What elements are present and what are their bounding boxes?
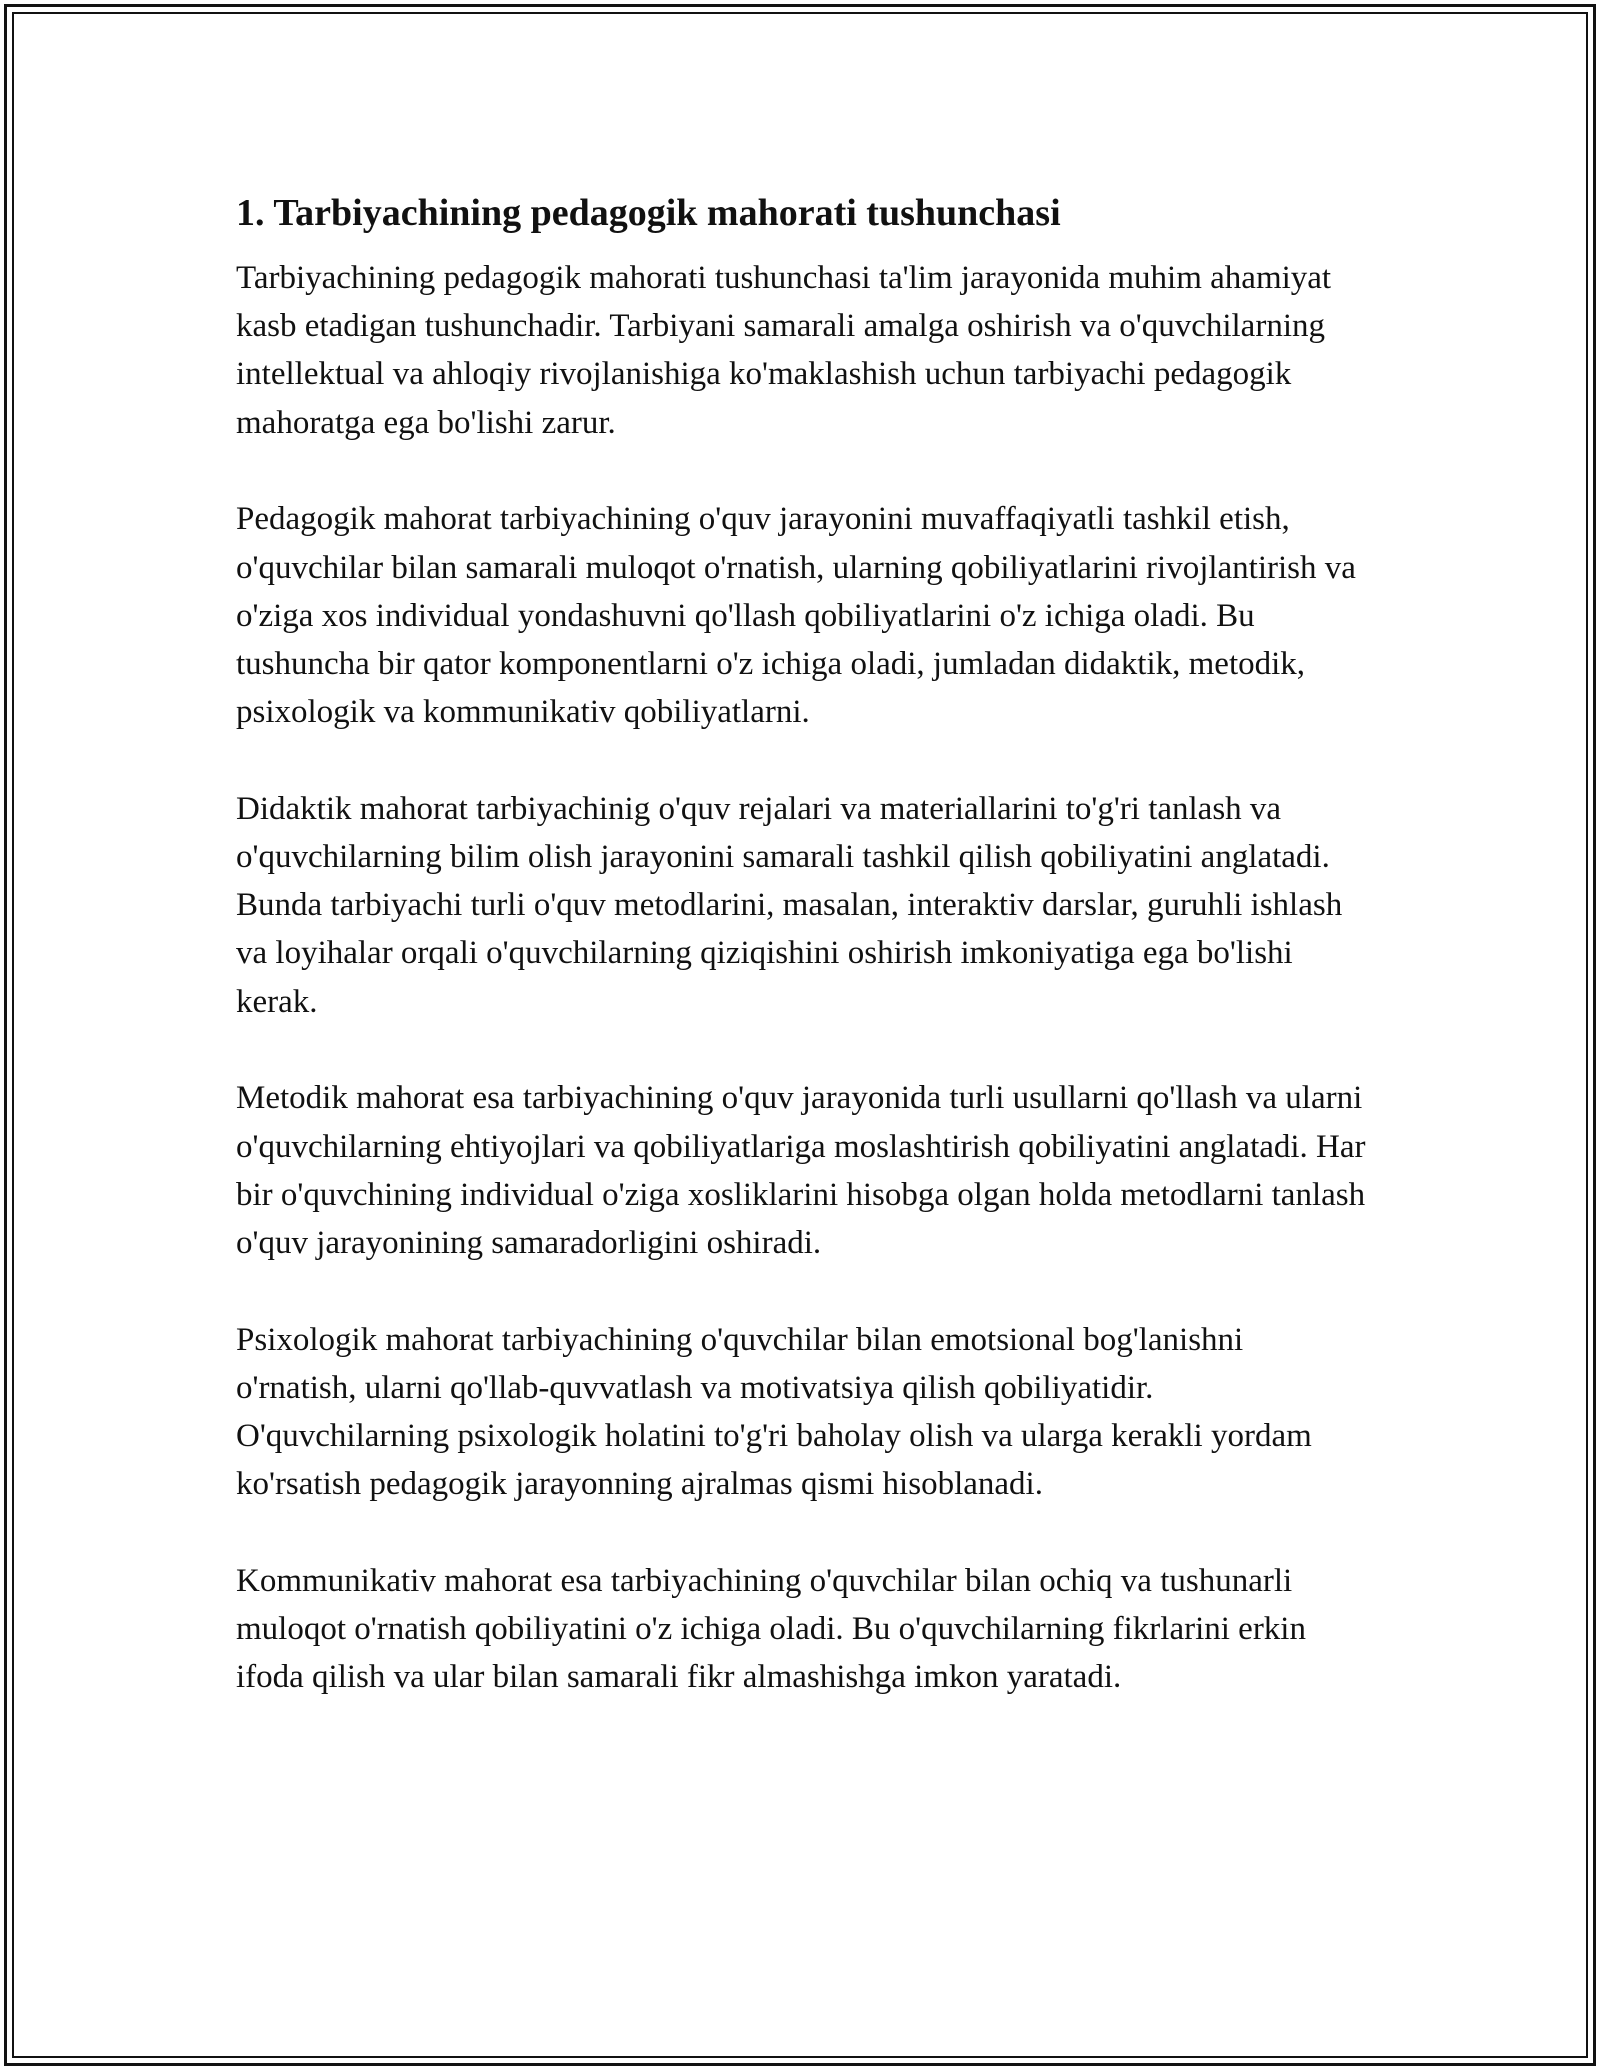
paragraph-didactic-skill: Didaktik mahorat tarbiyachinig o'quv rejalari va materiallarini to'g'ri tanlash va o'quvchilarning bilim olish jarayonini samarali tashkil qilish qobiliyatini anglatadi. Bunda tarbiyachi turli o'quv metodlarini, masalan, interaktiv darslar, guruhli ishlash va loyihalar orqali o'quvchilarning qiziqishini oshirish imkoniyatiga ega bo'lishi kerak. [236, 790, 1343, 1020]
paragraph-pedagogical-skill-concept: Tarbiyachining pedagogik mahorati tushunchasi ta'lim jarayonida muhim ahamiyat kasb etadigan tushunchadir. Tarbiyani samarali amalga oshirish va o'quvchilarning intellektual va ahloqiy rivojlanishiga ko'maklashish uchun tarbiyachi pedagogik mahoratga ega bo'lishi zarur. [236, 260, 1332, 441]
paragraph-methodical-skill: Metodik mahorat esa tarbiyachining o'quv jarayonida turli usullarni qo'llash va ularni o'quvchilarning ehtiyojlari va qobiliyatlariga moslashtirish qobiliyatini anglatadi. Har bir o'quvchining individual o'ziga xosliklarini hisobga olgan holda metodlarni tanlash o'quv jarayonining samaradorligini oshiradi. [236, 1080, 1366, 1261]
paragraph-psychological-skill: Psixologik mahorat tarbiyachining o'quvchilar bilan emotsional bog'lanishni o'rnatish, ularni qo'llab-quvvatlash va motivatsiya qilish qobiliyatidir. O'quvchilarning psixologik holatini to'g'ri baholay olish va ularga kerakli yordam ko'rsatish pedagogik jarayonning ajralmas qismi hisoblanadi. [236, 1321, 1312, 1503]
section-heading: 1. Tarbiyachining pedagogik mahorati tushunchasi [236, 192, 1061, 234]
document-body [236, 186, 1368, 1750]
paragraph-pedagogical-skill-components: Pedagogik mahorat tarbiyachining o'quv jarayonini muvaffaqiyatli tashkil etish, o'quvchilar bilan samarali muloqot o'rnatish, ularning qobiliyatlarini rivojlantirish va o'ziga xos individual yondashuvni qo'llash qobiliyatlarini o'z ichiga oladi. Bu tushuncha bir qator komponentlarni o'z ichiga oladi, jumladan didaktik, metodik, psixologik va kommunikativ qobiliyatlarni. [236, 501, 1356, 731]
paragraph-communicative-skill: Kommunikativ mahorat esa tarbiyachining o'quvchilar bilan ochiq va tushunarli muloqot o'rnatish qobiliyatini o'z ichiga oladi. Bu o'quvchilarning fikrlarini erkin ifoda qilish va ular bilan samarali fikr almashishga imkon yaratadi. [236, 1562, 1306, 1696]
